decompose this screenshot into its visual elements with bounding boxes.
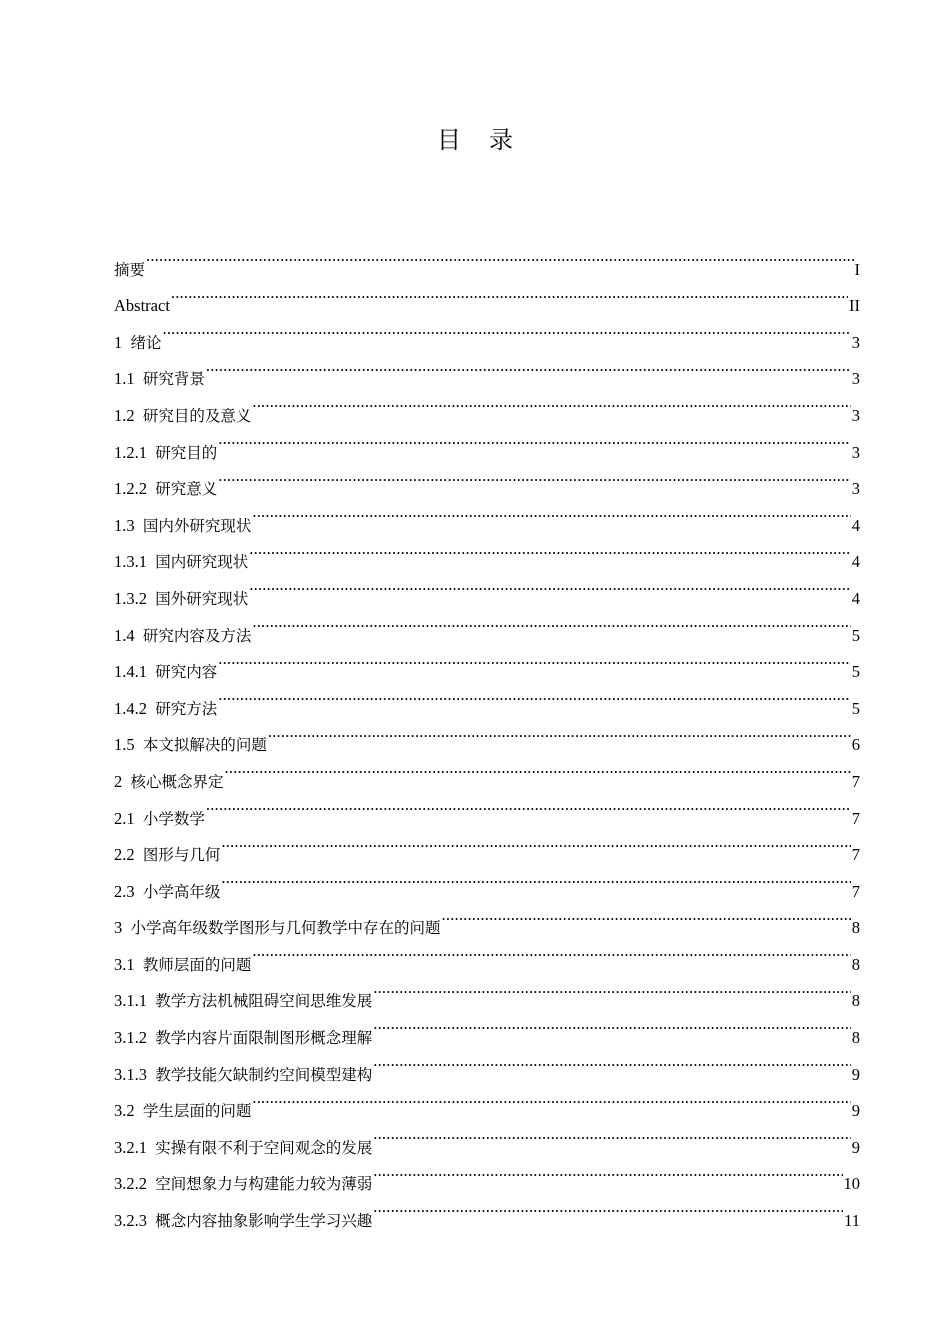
toc-entry-page-number: 5	[851, 662, 860, 682]
toc-entry-number-gap	[147, 435, 155, 472]
toc-dot-leader	[249, 567, 850, 604]
toc-entry[interactable]	[114, 238, 860, 279]
toc-entry-title: 研究内容	[155, 663, 218, 682]
toc-entry-page-number: 5	[851, 698, 860, 718]
toc-entry-title: 核心概念界定	[130, 772, 224, 791]
toc-entry-title: 研究目的及意义	[142, 406, 252, 425]
toc-entry-number-gap	[147, 581, 155, 618]
toc-entry-number: 1.3.2	[114, 588, 147, 608]
toc-dot-leader	[373, 1189, 843, 1226]
toc-entry-number: 1.2.2	[114, 479, 147, 499]
toc-entry[interactable]	[114, 824, 860, 865]
toc-entry-number: 3	[114, 918, 123, 938]
toc-dot-leader	[373, 1153, 842, 1190]
toc-entry-page-number: 3	[851, 405, 860, 425]
toc-list	[114, 238, 860, 1231]
toc-entry-number-gap	[135, 801, 143, 838]
toc-entry-number: 2.3	[114, 881, 135, 901]
toc-entry-page-number: 11	[844, 1211, 860, 1231]
toc-entry-number: 3.2	[114, 1101, 135, 1121]
toc-dot-leader	[249, 531, 850, 568]
toc-entry-number-gap	[135, 874, 143, 911]
toc-dot-leader	[163, 311, 851, 348]
toc-entry[interactable]	[114, 275, 860, 316]
toc-dot-leader	[171, 275, 848, 312]
toc-entry[interactable]	[114, 421, 860, 462]
toc-entry-title: 教学技能欠缺制约空间模型建构	[155, 1065, 373, 1084]
toc-entry-title: 小学高年级数学图形与几何教学中存在的问题	[130, 919, 441, 938]
toc-entry-title: 国外研究现状	[155, 589, 249, 608]
toc-entry-number-gap	[135, 508, 143, 545]
toc-entry[interactable]	[114, 897, 860, 938]
toc-entry-number: 1.5	[114, 735, 135, 755]
toc-dot-leader	[206, 348, 851, 385]
toc-entry-page-number: 3	[851, 332, 860, 352]
toc-entry[interactable]	[114, 860, 860, 901]
toc-entry-title: 教学方法机械阻碍空间思维发展	[155, 992, 373, 1011]
toc-dot-leader	[442, 897, 851, 934]
toc-entry-number-gap	[147, 691, 155, 728]
toc-entry-number: 1.4	[114, 625, 135, 645]
toc-entry-title: 教师层面的问题	[142, 955, 252, 974]
toc-entry-number-gap	[135, 1093, 143, 1130]
toc-entry-title: 概念内容抽象影响学生学习兴趣	[155, 1212, 373, 1231]
toc-dot-leader	[373, 1006, 850, 1043]
toc-entry-page-number: 4	[851, 515, 860, 535]
toc-entry-title: 学生层面的问题	[142, 1102, 252, 1121]
toc-entry-title: 小学数学	[142, 809, 205, 828]
toc-entry[interactable]	[114, 494, 860, 535]
toc-entry-number: 3.1	[114, 954, 135, 974]
toc-dot-leader	[252, 494, 850, 531]
toc-entry-page-number: 6	[851, 735, 860, 755]
toc-entry[interactable]	[114, 458, 860, 499]
toc-dot-leader	[252, 604, 850, 641]
toc-entry-number-gap	[135, 618, 143, 655]
toc-entry-title: 国内研究现状	[155, 553, 249, 572]
toc-entry-number-gap	[147, 471, 155, 508]
toc-entry[interactable]	[114, 641, 860, 682]
toc-entry-page-number: 7	[851, 881, 860, 901]
toc-entry-number-gap	[122, 325, 130, 362]
title-char-1: 目	[437, 126, 461, 154]
toc-entry-page-number: I	[854, 259, 860, 279]
toc-entry-number-gap	[135, 727, 143, 764]
toc-entry-page-number: 8	[851, 1028, 860, 1048]
toc-entry-number-gap	[147, 1166, 155, 1203]
toc-entry[interactable]	[114, 384, 860, 425]
toc-entry-number-gap	[135, 837, 143, 874]
toc-entry-number-gap	[135, 361, 143, 398]
toc-entry-number-gap	[135, 947, 143, 984]
toc-entry-title: 研究背景	[142, 370, 205, 389]
toc-entry-number: 1.3.1	[114, 552, 147, 572]
toc-entry-page-number: 10	[843, 1174, 860, 1194]
toc-entry-page-number: II	[849, 296, 860, 316]
toc-entry-number: 1.3	[114, 515, 135, 535]
toc-entry-page-number: 5	[851, 625, 860, 645]
toc-entry-number: 2.1	[114, 808, 135, 828]
toc-entry-number-gap	[147, 983, 155, 1020]
toc-entry-number-gap	[122, 910, 130, 947]
toc-entry-page-number: 8	[851, 954, 860, 974]
toc-entry-number: 1.1	[114, 369, 135, 389]
toc-entry-number-gap	[135, 398, 143, 435]
toc-entry[interactable]	[114, 677, 860, 718]
toc-dot-leader	[218, 641, 850, 678]
toc-entry-number-gap	[147, 1020, 155, 1057]
toc-entry-title: 实操有限不利于空间观念的发展	[155, 1138, 373, 1157]
toc-entry-title: 研究内容及方法	[142, 626, 252, 645]
toc-entry-number: 1.2	[114, 405, 135, 425]
toc-dot-leader	[206, 787, 851, 824]
toc-entry-number: 3.1.1	[114, 991, 147, 1011]
toc-entry-number-gap	[147, 654, 155, 691]
toc-dot-leader	[252, 933, 850, 970]
toc-dot-leader	[373, 1043, 850, 1080]
toc-entry[interactable]	[114, 714, 860, 755]
toc-dot-leader	[218, 458, 850, 495]
toc-entry-title: 空间想象力与构建能力较为薄弱	[155, 1175, 373, 1194]
toc-dot-leader	[252, 384, 850, 421]
toc-entry-title: 国内外研究现状	[142, 516, 252, 535]
toc-entry-number: 3.2.2	[114, 1174, 147, 1194]
toc-entry-page-number: 3	[851, 369, 860, 389]
toc-entry-number: 2.2	[114, 845, 135, 865]
toc-entry-title: 教学内容片面限制图形概念理解	[155, 1029, 373, 1048]
toc-entry-number-gap	[147, 1130, 155, 1167]
toc-entry-page-number: 9	[851, 1101, 860, 1121]
toc-entry-page-number: 7	[851, 771, 860, 791]
toc-entry-title: 图形与几何	[142, 846, 221, 865]
toc-entry-page-number: 4	[851, 588, 860, 608]
toc-dot-leader	[218, 677, 850, 714]
toc-entry-number-gap	[147, 1057, 155, 1094]
toc-entry-number: 1.4.1	[114, 662, 147, 682]
toc-entry-title: Abstract	[114, 296, 170, 316]
toc-dot-leader	[218, 421, 850, 458]
toc-dot-leader	[373, 1116, 850, 1153]
toc-entry-title: 摘要	[114, 260, 146, 279]
toc-entry-number: 3.1.2	[114, 1028, 147, 1048]
toc-dot-leader	[252, 1080, 850, 1117]
toc-entry-page-number: 7	[851, 845, 860, 865]
toc-entry-page-number: 3	[851, 442, 860, 462]
toc-entry-number-gap	[147, 1203, 155, 1240]
toc-entry-title: 绪论	[130, 333, 162, 352]
toc-entry-title: 本文拟解决的问题	[142, 736, 267, 755]
toc-entry-page-number: 9	[851, 1064, 860, 1084]
toc-entry-number: 3.2.3	[114, 1211, 147, 1231]
toc-entry-title: 小学高年级	[142, 882, 221, 901]
toc-entry[interactable]	[114, 348, 860, 389]
toc-entry-page-number: 7	[851, 808, 860, 828]
toc-entry-title: 研究方法	[155, 699, 218, 718]
toc-dot-leader	[221, 824, 850, 861]
toc-entry-number: 1	[114, 332, 123, 352]
toc-entry-page-number: 3	[851, 479, 860, 499]
toc-entry-page-number: 4	[851, 552, 860, 572]
toc-entry[interactable]	[114, 787, 860, 828]
toc-entry-number: 3.1.3	[114, 1064, 147, 1084]
toc-dot-leader	[225, 750, 851, 787]
toc-entry-number: 3.2.1	[114, 1137, 147, 1157]
toc-entry-page-number: 9	[851, 1137, 860, 1157]
toc-entry-title: 研究意义	[155, 480, 218, 499]
toc-dot-leader	[268, 714, 851, 751]
toc-entry-number-gap	[122, 764, 130, 801]
toc-entry-title: 研究目的	[155, 443, 218, 462]
toc-entry-number: 1.4.2	[114, 698, 147, 718]
toc-dot-leader	[373, 970, 850, 1007]
toc-entry-page-number: 8	[851, 918, 860, 938]
toc-entry-page-number: 8	[851, 991, 860, 1011]
toc-dot-leader	[146, 238, 853, 275]
toc-entry-number: 2	[114, 771, 123, 791]
toc-entry[interactable]	[114, 311, 860, 352]
toc-entry[interactable]	[114, 750, 860, 791]
page-title	[0, 122, 950, 158]
toc-dot-leader	[221, 860, 850, 897]
toc-entry-number-gap	[147, 544, 155, 581]
title-char-2: 录	[489, 126, 513, 154]
toc-entry-number: 1.2.1	[114, 442, 147, 462]
